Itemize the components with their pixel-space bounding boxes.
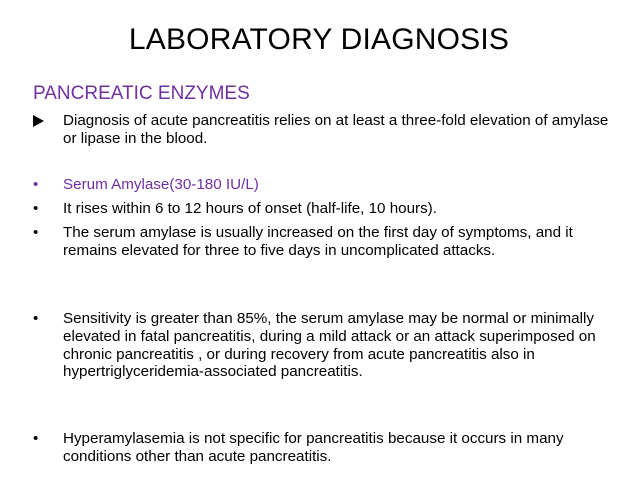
bullet-dot-icon: • bbox=[33, 176, 39, 193]
bullet-dot-icon: • bbox=[33, 224, 39, 241]
slide-title: LABORATORY DIAGNOSIS bbox=[128, 23, 510, 56]
bullet-text: Serum Amylase(30-180 IU/L) bbox=[63, 176, 259, 193]
bullet-item bbox=[33, 430, 623, 466]
arrow-bullet-icon bbox=[33, 112, 55, 132]
bullet-dot-icon: • bbox=[33, 200, 39, 217]
bullet-text: The serum amylase is usually increased on the first day of symptoms, and it remains elevated for three to five days in uncomplicated attacks. bbox=[63, 224, 573, 259]
bullet-text: It rises within 6 to 12 hours of onset (half-life, 10 hours). bbox=[63, 200, 437, 217]
bullet-item bbox=[33, 176, 623, 194]
bullet-dot-icon: • bbox=[33, 430, 39, 447]
bullet-item bbox=[33, 224, 623, 260]
bullet-text: Sensitivity is greater than 85%, the serum amylase may be normal or minimally elevated in fatal pancreatitis, during a mild attack or an attack superimposed on chronic pancreatitis , or during recovery from acute pancreatitis also in hypertriglyceridemia-associated pancreatitis. bbox=[63, 310, 596, 381]
section-subheading: PANCREATIC ENZYMES bbox=[33, 83, 250, 104]
bullet-item bbox=[33, 310, 623, 381]
arrow-bullet-text: Diagnosis of acute pancreatitis relies on at least a three-fold elevation of amylase or lipase in the blood. bbox=[63, 112, 609, 147]
bullet-text: Hyperamylasemia is not specific for pancreatitis because it occurs in many conditions other than acute pancreatitis. bbox=[63, 430, 564, 465]
arrow-bullet-item bbox=[33, 112, 623, 148]
bullet-item bbox=[33, 200, 623, 218]
bullet-dot-icon: • bbox=[33, 310, 39, 327]
